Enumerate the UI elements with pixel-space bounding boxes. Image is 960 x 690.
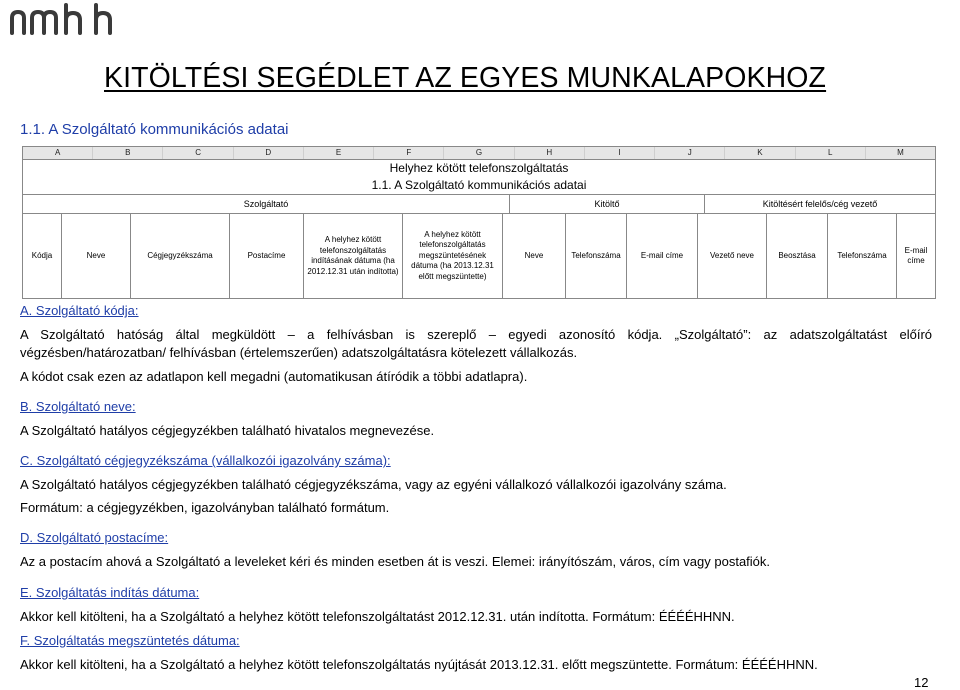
header-cell: E-mail címe: [627, 214, 698, 298]
section-c-label: C. Szolgáltató cégjegyzékszáma (vállalkozói igazolvány száma):: [20, 453, 391, 468]
sheet-banner: [22, 159, 936, 194]
section-a-text-line2: végzésben/határozatban/ felhívásban (értelemszerűen) adatszolgáltatásra kötelezett vállalkozás.: [20, 345, 578, 360]
section-e-text: Akkor kell kitölteni, ha a Szolgáltató a helyhez kötött telefonszolgáltatást 2012.12.31. után indította. Formátum: ÉÉÉÉHHNN.: [20, 609, 735, 624]
header-cell: A helyhez kötött telefonszolgáltatás indításának dátuma (ha 2012.12.31 után indította): [304, 214, 403, 298]
header-cell: Telefonszáma: [566, 214, 627, 298]
column-letter: B: [93, 147, 163, 159]
header-cell: Neve: [62, 214, 131, 298]
column-letter: C: [163, 147, 233, 159]
column-letter: F: [374, 147, 444, 159]
nmhh-logo: [8, 2, 132, 41]
spreadsheet-preview: [22, 146, 936, 299]
header-cell: Vezető neve: [698, 214, 767, 298]
sheet-banner-title: Helyhez kötött telefonszolgáltatás: [389, 161, 569, 175]
column-letter: M: [897, 148, 904, 157]
header-cell: Postacíme: [230, 214, 304, 298]
header-cell: A helyhez kötött telefonszolgáltatás megszüntetésének dátuma (ha 2013.12.31 előtt megszüntette): [403, 214, 503, 298]
header-cell: Neve: [503, 214, 566, 298]
section-b-text: A Szolgáltató hatályos cégjegyzékben található hivatalos megnevezése.: [20, 423, 435, 438]
sheet-group-row: [22, 194, 936, 213]
section-b-label: B. Szolgáltató neve:: [20, 399, 136, 414]
sheet-header-row: [22, 213, 936, 299]
section-e-label: E. Szolgáltatás indítás dátuma:: [20, 585, 200, 600]
column-letter: D: [234, 147, 304, 159]
header-cell: Telefonszáma: [828, 214, 897, 298]
column-letter: K: [725, 147, 795, 159]
sheet-banner-subtitle: 1.1. A Szolgáltató kommunikációs adatai: [371, 178, 587, 192]
page-title: KITÖLTÉSI SEGÉDLET AZ EGYES MUNKALAPOKHOZ: [104, 62, 827, 94]
column-letter: L: [796, 147, 866, 159]
group-kitolto: Kitöltő: [510, 195, 705, 213]
section-a-label: A. Szolgáltató kódja:: [20, 303, 139, 318]
section-f-label: F. Szolgáltatás megszüntetés dátuma:: [20, 633, 240, 648]
column-letter: I: [585, 147, 655, 159]
section-d-label: D. Szolgáltató postacíme:: [20, 530, 169, 545]
header-cell: Cégjegyzékszáma: [131, 214, 230, 298]
column-letter: G: [444, 147, 514, 159]
column-letter: A: [23, 147, 93, 159]
group-szolgaltato: Szolgáltató: [23, 195, 510, 213]
section-f-text: Akkor kell kitölteni, ha a Szolgáltató a helyhez kötött telefonszolgáltatás nyújtását 2013.12.31. előtt megszüntette. Formátum: ÉÉÉÉHHNN.: [20, 657, 818, 672]
header-cell: Kódja: [23, 214, 62, 298]
column-letter: J: [655, 147, 725, 159]
section-c-text-line1: A Szolgáltató hatályos cégjegyzékben található cégjegyzékszáma, vagy az egyéni vállalkozó vállalkozói igazolvány száma.: [20, 477, 727, 492]
column-letter: H: [515, 147, 585, 159]
section-a-text-line1: A Szolgáltató hatóság által megküldött – a felhívásban is szereplő – egyedi azonosító kódja. „Szolgáltató”: az adatszolgáltatást előíró: [20, 327, 932, 342]
section-a-text-line3: A kódot csak ezen az adatlapon kell megadni (automatikusan átíródik a többi adatlapra).: [20, 369, 528, 384]
header-cell: E-mail címe: [904, 245, 928, 265]
section-title: 1.1. A Szolgáltató kommunikációs adatai: [20, 121, 289, 138]
header-cell: Beosztása: [767, 214, 828, 298]
column-letter-row: [22, 146, 936, 159]
nmhh-logo-graphic: [8, 2, 132, 36]
group-felelos: Kitöltésért felelős/cég vezető: [762, 199, 878, 209]
section-c-text-line2: Formátum: a cégjegyzékben, igazolványban található formátum.: [20, 500, 390, 515]
section-d-text: Az a postacím ahová a Szolgáltató a leveleket kéri és minden esetben át is veszi. Elemei: irányítószám, város, cím vagy postafiók.: [20, 554, 771, 569]
page-number: 12: [914, 675, 929, 690]
column-letter: E: [304, 147, 374, 159]
